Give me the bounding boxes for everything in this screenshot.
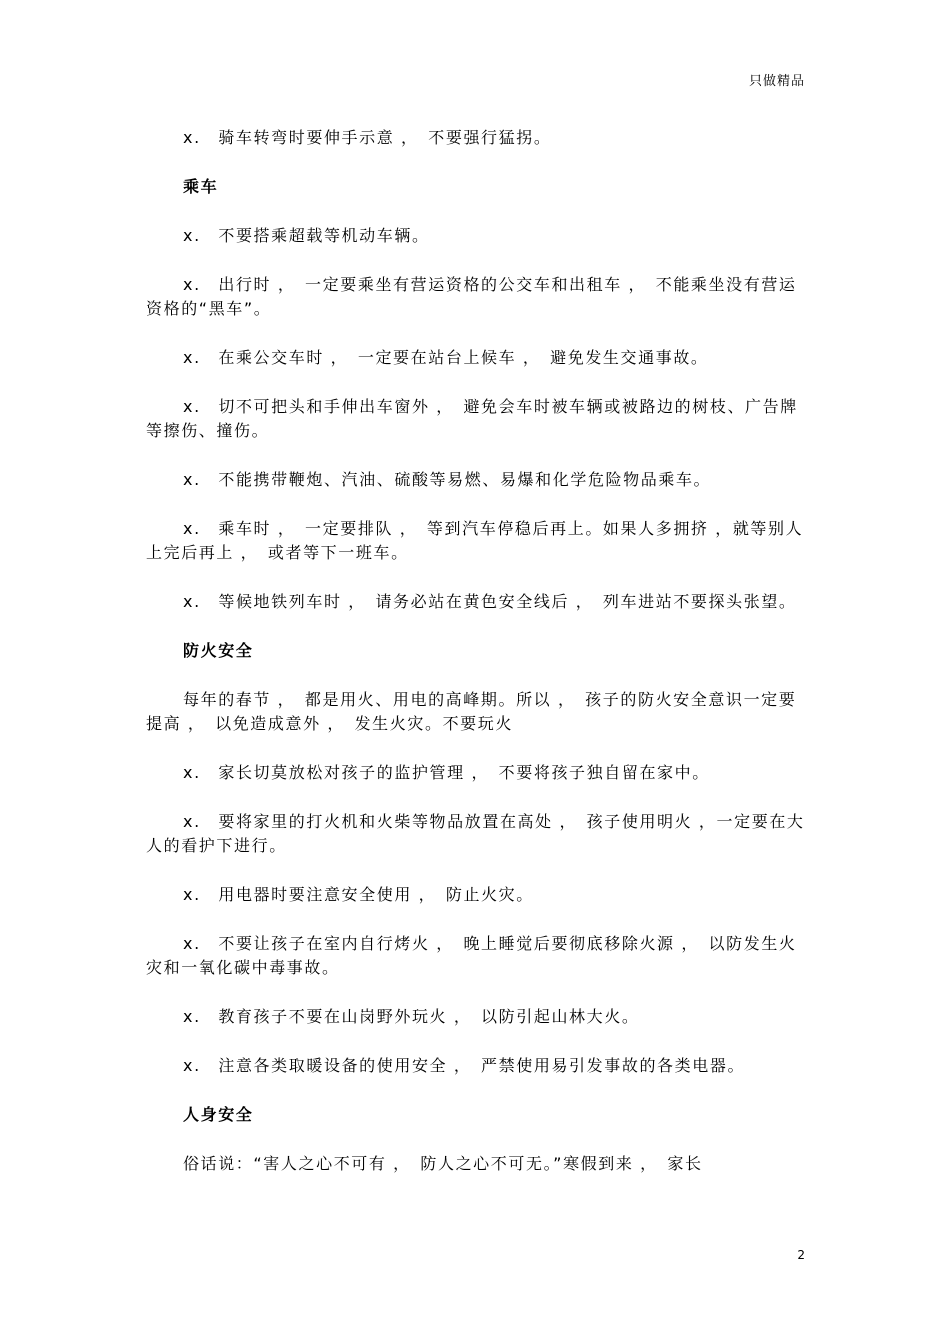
paragraph-bike-turn: x. 骑车转弯时要伸手示意 ， 不要强行猛拐。 (183, 128, 552, 147)
section-heading-personal-safety: 人身安全 (183, 1105, 254, 1124)
page-header: 只做精品 (748, 74, 805, 89)
paragraph-supervision: x. 家长切莫放松对孩子的监护管理 ， 不要将孩子独自留在家中。 (183, 763, 710, 782)
document-body (146, 126, 808, 1201)
paragraph-electrical: x. 用电器时要注意安全使用 ， 防止火灾。 (183, 885, 534, 904)
paragraph-wildfire: x. 教育孩子不要在山岗野外玩火 ， 以防引起山林大火。 (183, 1007, 640, 1026)
paragraph-heating: x. 注意各类取暖设备的使用安全 ， 严禁使用易引发事故的各类电器。 (183, 1056, 746, 1075)
page-number: 2 (797, 1248, 805, 1262)
paragraph-indoor-fire: x. 不要让孩子在室内自行烤火 ， 晚上睡觉后要彻底移除火源 ， 以防发生火灾和一氧化碳中毒事故。 (146, 934, 797, 977)
paragraph-window: x. 切不可把头和手伸出车窗外 ， 避免会车时被车辆或被路边的树枝、广告牌等擦伤、撞伤。 (146, 397, 798, 440)
paragraph-queue: x. 乘车时 ， 一定要排队 ， 等到汽车停稳后再上。如果人多拥挤 ，就等别人上完后再上 ， 或者等下一班车。 (146, 519, 804, 562)
section-heading-fire-safety: 防火安全 (183, 641, 254, 660)
paragraph-fire-intro: 每年的春节 ， 都是用火、用电的高峰期。所以 ， 孩子的防火安全意识一定要提高 ， 以免造成意外 ， 发生火灾。不要玩火 (146, 690, 797, 733)
paragraph-licensed-vehicles: x. 出行时 ， 一定要乘坐有营运资格的公交车和出租车 ， 不能乘坐没有营运资格的“黑车”。 (146, 275, 797, 318)
paragraph-overloaded: x. 不要搭乘超载等机动车辆。 (183, 226, 430, 245)
paragraph-hazardous: x. 不能携带鞭炮、汽油、硫酸等易燃、易爆和化学危险物品乘车。 (183, 470, 712, 489)
paragraph-proverb: 俗话说：“害人之心不可有 ， 防人之心不可无。”寒假到来 ， 家长 (183, 1154, 703, 1173)
paragraph-lighters: x. 要将家里的打火机和火柴等物品放置在高处 ， 孩子使用明火 ，一定要在大人的看护下进行。 (146, 812, 805, 855)
section-heading-riding: 乘车 (183, 177, 219, 196)
paragraph-bus-stop: x. 在乘公交车时 ， 一定要在站台上候车 ， 避免发生交通事故。 (183, 348, 709, 367)
paragraph-subway: x. 等候地铁列车时 ， 请务必站在黄色安全线后 ， 列车进站不要探头张望。 (183, 592, 797, 611)
